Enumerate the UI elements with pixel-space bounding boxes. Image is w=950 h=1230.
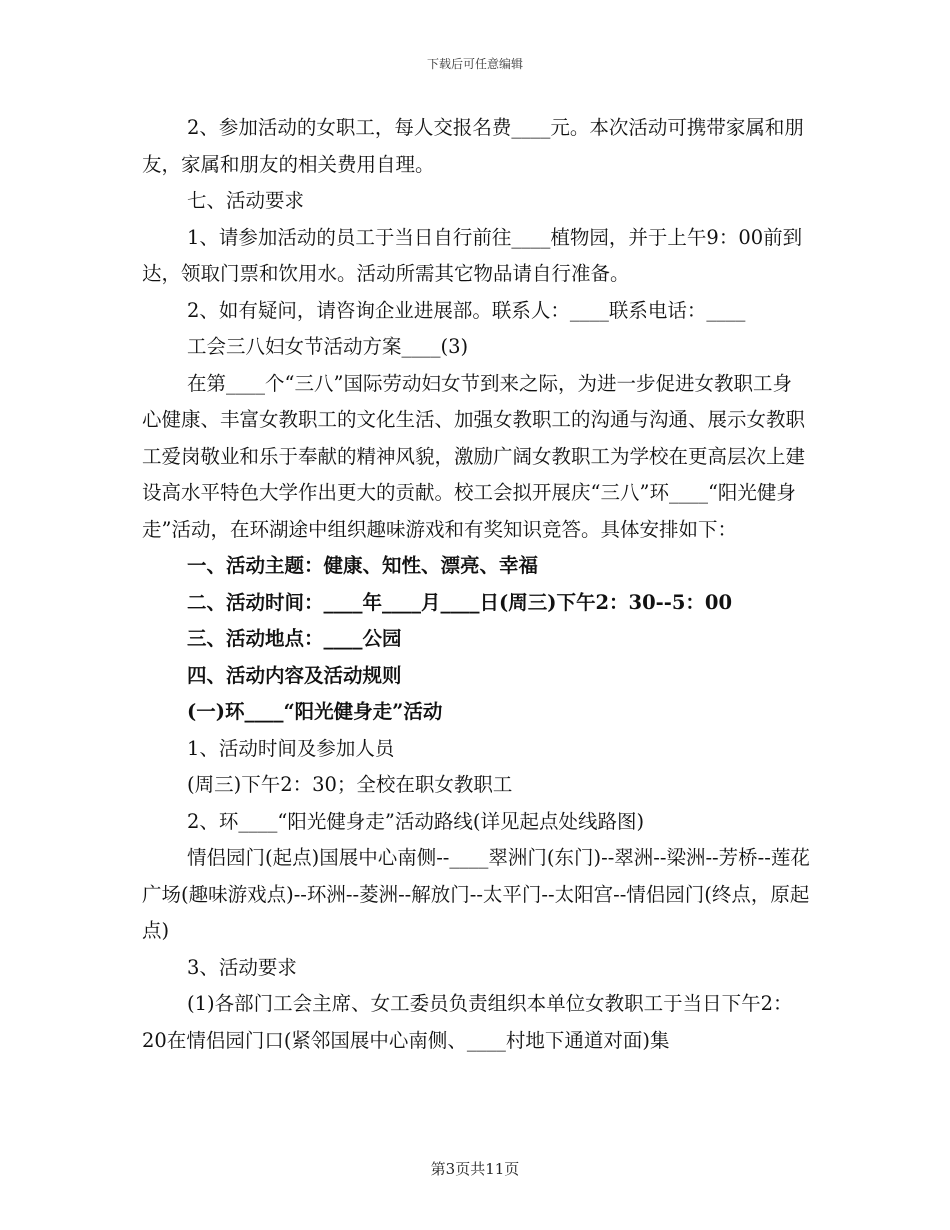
paragraph: 在第____个“三八”国际劳动妇女节到来之际，为进一步促进女教职工身心健康、丰富女教职工的文化生活、加强女教职工的沟通与沟通、展示女教职工爱岗敬业和乐于奉献的精神风貌，激励广阔女教职工为学校在更高层次上建设高水平特色大学作出更大的贡献。校工会拟开展庆“三八”环____“阳光健身走”活动，在环湖途中组织趣味游戏和有奖知识竞答。具体安排如下： (142, 371, 806, 541)
paragraph: 1、活动时间及参加人员 (187, 736, 395, 760)
paragraph: 1、请参加活动的员工于当日自行前往____植物园，并于上午9：00前到达，领取门票和饮用水。活动所需其它物品请自行准备。 (142, 225, 803, 285)
paragraph: 3、活动要求 (187, 955, 297, 979)
paragraph: (周三)下午2：30；全校在职女教职工 (187, 773, 513, 796)
section-heading: 四、活动内容及活动规则 (187, 663, 402, 687)
section-heading: 二、活动时间：____年____月____日(周三)下午2：30--5：00 (187, 590, 733, 614)
page-header: 下载后可任意编辑 (426, 57, 523, 71)
document-subtitle: 工会三八妇女节活动方案____(3) (187, 335, 469, 358)
paragraph: 2、如有疑问，请咨询企业进展部。联系人：____联系电话：____ (187, 298, 746, 322)
section-heading: (一)环____“阳光健身走”活动 (187, 700, 443, 723)
page-footer: 第3页共11页 (430, 1160, 520, 1178)
paragraph: 情侣园门(起点)国展中心南侧--____翠洲门(东门)--翠洲--梁洲--芳桥--莲花广场(趣味游戏点)--环洲--菱洲--解放门--太平门--太阳宫--情侣园门(终点，原起点) (142, 846, 810, 942)
paragraph: (1)各部门工会主席、女工委员负责组织本单位女教职工于当日下午2：20在情侣园门口(紧邻国展中心南侧、____村地下通道对面)集 (142, 992, 793, 1052)
section-heading: 一、活动主题：健康、知性、漂亮、幸福 (187, 554, 539, 577)
section-heading: 七、活动要求 (187, 189, 305, 212)
paragraph: 2、环____“阳光健身走”活动路线(详见起点处线路图) (187, 809, 645, 833)
paragraph: 2、参加活动的女职工，每人交报名费____元。本次活动可携带家属和朋友，家属和朋友的相关费用自理。 (142, 116, 804, 176)
document-body (142, 110, 810, 1059)
section-heading: 三、活动地点：____公园 (187, 627, 402, 650)
